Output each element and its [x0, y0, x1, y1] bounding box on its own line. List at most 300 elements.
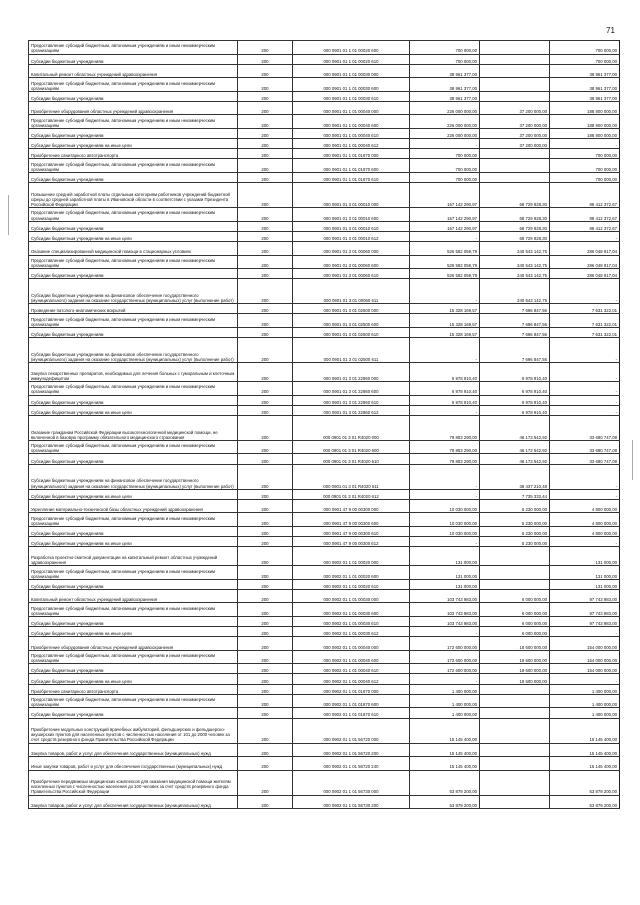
cell-a3: 700 000,00	[550, 54, 620, 64]
cell-name: Приобретение передвижных медицинских комплексов для оказания медицинской помощи жителям населенных пунктов с численностью населения до 100 человек за счет средств резервного фонда Правительства Российской Федерации	[29, 770, 238, 795]
cell-a1: 700 000,00	[410, 159, 480, 173]
cell-cls: 000 0901 01 3 01 22860 600	[293, 382, 410, 396]
cell-cls: 000 0901 01 1 01 01870 000	[293, 149, 410, 159]
cell-code: 200	[238, 101, 293, 115]
table-row	[29, 159, 620, 173]
cell-code: 200	[238, 54, 293, 64]
cell-a2	[480, 54, 550, 64]
table-row	[29, 172, 620, 182]
cell-name: Субсидии бюджетным учреждениям	[29, 269, 238, 279]
cell-a1: 15 145 400,00	[410, 757, 480, 771]
cell-code: 200	[238, 718, 293, 743]
cell-name: Приобретение санитарного автотранспорта	[29, 684, 238, 694]
cell-a3: -	[550, 405, 620, 415]
cell-a1: 172 600 000,00	[410, 650, 480, 664]
cell-code: 200	[238, 566, 293, 580]
cell-a2: 6 000 000,00	[480, 603, 550, 617]
table-row	[29, 149, 620, 159]
cell-code: 200	[238, 489, 293, 499]
cell-a1: 10 030 000,00	[410, 499, 480, 513]
cell-a2	[480, 770, 550, 795]
cell-a1: 172 600 000,00	[410, 637, 480, 651]
cell-a2: 7 696 847,56	[480, 314, 550, 328]
cell-a3: 7 631 322,01	[550, 304, 620, 314]
cell-name: Закупка лекарственных препаратов, необходимых для лечения больных с гуморальным и клеточным иммунодефицитом	[29, 363, 238, 382]
cell-cls: 000 0902 01 1 01 56720 240	[293, 757, 410, 771]
cell-a3: 286 048 917,04	[550, 242, 620, 256]
cell-a2: 240 543 142,75	[480, 242, 550, 256]
cell-code: 200	[238, 526, 293, 536]
cell-code: 200	[238, 589, 293, 603]
cell-name: Субсидии бюджетным учреждениям на финансовое обеспечение государственного (муниципального) задания на оказание государственных (муниципальных) услуг (выполнение работ)	[29, 338, 238, 363]
cell-a1: 526 582 059,79	[410, 242, 480, 256]
cell-a1: 15 328 169,57	[410, 327, 480, 337]
cell-name: Субсидии бюджетным учреждениям на иные цели	[29, 489, 238, 499]
cell-a3: -	[550, 395, 620, 405]
cell-a3: -	[550, 464, 620, 489]
cell-name: Предоставление субсидий бюджетным, автономным учреждениям и иным некоммерческим организациям	[29, 208, 238, 222]
cell-a1: 6 978 910,40	[410, 382, 480, 396]
cell-a1: 131 000,00	[410, 579, 480, 589]
cell-a3: 97 743 983,00	[550, 589, 620, 603]
cell-a2: 7 696 847,56	[480, 338, 550, 363]
cell-code: 200	[238, 684, 293, 694]
table-row	[29, 395, 620, 405]
cell-cls: 000 0901 01 3 01 00060 610	[293, 269, 410, 279]
table-row	[29, 674, 620, 684]
cell-a3: 154 000 000,00	[550, 664, 620, 674]
table-row	[29, 454, 620, 464]
table-row	[29, 464, 620, 489]
cell-a2: 6 000 000,00	[480, 627, 550, 637]
cell-a3: 15 145 400,00	[550, 718, 620, 743]
cell-name: Приобретение модульных конструкций врачебных амбулаторий, фельдшерских и фельдшерско-акушерских пунктов для населенных пунктов с численностью населения от 101 до 2000 человек за счет средств резервного фонда Правительства Российской Федерации	[29, 718, 238, 743]
cell-a2	[480, 149, 550, 159]
cell-a2: 7 696 847,56	[480, 327, 550, 337]
cell-code: 200	[238, 78, 293, 92]
cell-a1: 157 142 290,97	[410, 183, 480, 208]
cell-name: Субсидии бюджетным учреждениям	[29, 579, 238, 589]
cell-a3: 1 400 000,00	[550, 694, 620, 708]
cell-code: 200	[238, 91, 293, 101]
cell-a3: 700 000,00	[550, 172, 620, 182]
cell-a2	[480, 91, 550, 101]
cell-a2: 37 200 000,00	[480, 115, 550, 129]
cell-a1: 526 582 059,79	[410, 269, 480, 279]
cell-a2: 5 230 000,00	[480, 526, 550, 536]
cell-code: 200	[238, 579, 293, 589]
cell-a3: 53 879 200,00	[550, 770, 620, 795]
cell-cls: 000 0901 01 3 01 00010 000	[293, 183, 410, 208]
cell-code: 200	[238, 627, 293, 637]
cell-code: 200	[238, 674, 293, 684]
cell-a1: -	[410, 338, 480, 363]
cell-cls: 000 0901 47 9 00 00300 600	[293, 513, 410, 527]
cell-cls: 000 0902 01 1 01 00020 610	[293, 579, 410, 589]
cell-a2: 18 600 000,00	[480, 637, 550, 651]
cell-a1: 526 582 059,79	[410, 255, 480, 269]
cell-name: Приобретение оборудования областных учреждений здравоохранения	[29, 637, 238, 651]
cell-cls: 000 0901 01 3 01 00010 612	[293, 231, 410, 241]
cell-a1: 700 000,00	[410, 172, 480, 182]
cell-cls: 000 0902 01 1 01 00020 600	[293, 566, 410, 580]
cell-code: 200	[238, 637, 293, 651]
cell-code: 200	[238, 172, 293, 182]
cell-code: 200	[238, 149, 293, 159]
table-row	[29, 183, 620, 208]
cell-code: 200	[238, 440, 293, 454]
cell-code: 200	[238, 231, 293, 241]
cell-a3: 97 743 983,00	[550, 616, 620, 626]
cell-a1: 79 853 290,00	[410, 415, 480, 440]
cell-code: 200	[238, 139, 293, 149]
cell-cls: 000 0901 01 1 01 00040 612	[293, 139, 410, 149]
cell-a2: 240 543 142,75	[480, 279, 550, 304]
cell-cls: 000 0901 01 1 01 00040 000	[293, 101, 410, 115]
cell-code: 200	[238, 314, 293, 328]
cell-code: 200	[238, 363, 293, 382]
cell-a2	[480, 694, 550, 708]
cell-a2	[480, 172, 550, 182]
cell-cls: 000 0902 01 1 01 00030 610	[293, 616, 410, 626]
cell-a1: 157 142 290,97	[410, 221, 480, 231]
cell-name: Предоставление субсидий бюджетным, автономным учреждениям и иным некоммерческим организациям	[29, 513, 238, 527]
cell-a2	[480, 718, 550, 743]
cell-a3: 188 800 000,00	[550, 115, 620, 129]
cell-a2: 7 735 332,44	[480, 489, 550, 499]
cell-code: 200	[238, 513, 293, 527]
cell-a1: 79 853 290,00	[410, 440, 480, 454]
cell-a1: -	[410, 279, 480, 304]
cell-name: Субсидии бюджетным учреждениям	[29, 327, 238, 337]
cell-a1: 700 000,00	[410, 54, 480, 64]
cell-cls: 000 0901 01 3 01 R4020 610	[293, 454, 410, 464]
cell-a2: 5 230 000,00	[480, 499, 550, 513]
cell-cls: 000 0901 01 3 01 02500 611	[293, 338, 410, 363]
cell-cls: 000 0901 01 3 01 02500 610	[293, 327, 410, 337]
cell-name: Предоставление субсидий бюджетным, автономным учреждениям и иным некоммерческим организациям	[29, 115, 238, 129]
cell-code: 200	[238, 405, 293, 415]
cell-code: 200	[238, 242, 293, 256]
cell-a2: 38 437 210,48	[480, 464, 550, 489]
cell-name: Субсидии бюджетным учреждениям на финансовое обеспечение государственного (муниципального) задания на оказание государственных (муниципальных) услуг (выполнение работ)	[29, 464, 238, 489]
cell-a3: 33 680 747,08	[550, 454, 620, 464]
cell-a3: 188 800 000,00	[550, 101, 620, 115]
table-row	[29, 547, 620, 566]
cell-a2: 68 729 828,30	[480, 183, 550, 208]
cell-a3: -	[550, 338, 620, 363]
cell-name: Субсидии бюджетным учреждениям	[29, 128, 238, 138]
cell-name: Предоставление субсидий бюджетным, автономным учреждениям и иным некоммерческим организациям	[29, 382, 238, 396]
table-row	[29, 795, 620, 809]
table-row	[29, 304, 620, 314]
cell-code: 200	[238, 454, 293, 464]
cell-a1: 226 000 000,00	[410, 128, 480, 138]
cell-a2: 18 600 000,00	[480, 674, 550, 684]
cell-a2	[480, 684, 550, 694]
cell-a3: 33 680 747,08	[550, 440, 620, 454]
cell-a3: 286 048 917,04	[550, 269, 620, 279]
cell-cls: 000 0902 01 1 01 56720 200	[293, 743, 410, 757]
cell-cls: 000 0902 01 1 01 00040 600	[293, 650, 410, 664]
cell-cls: 000 0901 01 3 01 02500 000	[293, 304, 410, 314]
cell-name: Субсидии бюджетным учреждениям на иные цели	[29, 627, 238, 637]
cell-a1: 131 000,00	[410, 547, 480, 566]
cell-a1: -	[410, 537, 480, 547]
cell-name: Субсидии бюджетным учреждениям	[29, 708, 238, 718]
cell-a3: -	[550, 674, 620, 684]
cell-cls: 000 0902 01 1 01 00040 000	[293, 637, 410, 651]
cell-a2: 6 978 910,40	[480, 363, 550, 382]
table-row	[29, 627, 620, 637]
cell-cls: 000 0901 01 3 01 22860 610	[293, 395, 410, 405]
table-row	[29, 579, 620, 589]
cell-code: 200	[238, 743, 293, 757]
scan-artifact	[8, 195, 9, 235]
cell-code: 200	[238, 64, 293, 78]
cell-a1: 1 400 000,00	[410, 708, 480, 718]
table-row	[29, 566, 620, 580]
cell-name: Субсидии бюджетным учреждениям	[29, 526, 238, 536]
cell-a2: 6 000 000,00	[480, 616, 550, 626]
cell-a3: -	[550, 231, 620, 241]
cell-a1: 103 743 983,00	[410, 589, 480, 603]
table-row	[29, 115, 620, 129]
cell-a1: 700 000,00	[410, 41, 480, 55]
cell-a3: 131 000,00	[550, 547, 620, 566]
cell-a3: 154 000 000,00	[550, 637, 620, 651]
cell-a2	[480, 708, 550, 718]
cell-code: 200	[238, 41, 293, 55]
table-row	[29, 64, 620, 78]
cell-code: 200	[238, 664, 293, 674]
cell-code: 200	[238, 650, 293, 664]
cell-cls: 000 0902 01 1 01 56720 000	[293, 718, 410, 743]
cell-name: Предоставление субсидий бюджетным, автономным учреждениям и иным некоммерческим организациям	[29, 41, 238, 55]
cell-a2: 6 000 000,00	[480, 589, 550, 603]
cell-code: 200	[238, 304, 293, 314]
cell-name: Укрепление материально-технической базы областных учреждений здравоохранения	[29, 499, 238, 513]
cell-name: Иные закупки товаров, работ и услуг для обеспечения государственных (муниципальных) нужд	[29, 757, 238, 771]
table-row	[29, 684, 620, 694]
cell-code: 200	[238, 537, 293, 547]
table-row	[29, 718, 620, 743]
cell-code: 200	[238, 616, 293, 626]
cell-code: 200	[238, 255, 293, 269]
cell-name: Предоставление субсидий бюджетным, автономным учреждениям и иным некоммерческим организациям	[29, 159, 238, 173]
table-row	[29, 242, 620, 256]
cell-name: Предоставление субсидий бюджетным, автономным учреждениям и иным некоммерческим организациям	[29, 694, 238, 708]
cell-a1: -	[410, 489, 480, 499]
cell-cls: 000 0902 01 1 01 00040 612	[293, 674, 410, 684]
cell-cls: 000 0902 01 1 01 00030 612	[293, 627, 410, 637]
cell-a2: 18 600 000,00	[480, 650, 550, 664]
page-number: 71	[606, 26, 615, 35]
cell-name: Субсидии бюджетным учреждениям на иные цели	[29, 537, 238, 547]
cell-a2: 240 543 142,75	[480, 255, 550, 269]
cell-code: 200	[238, 464, 293, 489]
table-row	[29, 499, 620, 513]
cell-name: Субсидии бюджетным учреждениям	[29, 664, 238, 674]
cell-a1: -	[410, 231, 480, 241]
cell-name: Оказание гражданам Российской Федерации высокотехнологичной медицинской помощи, не включенной в базовую программу обязательного медицинского страхования	[29, 415, 238, 440]
cell-name: Предоставление субсидий бюджетным, автономным учреждениям и иным некоммерческим организациям	[29, 78, 238, 92]
cell-cls: 000 0902 01 1 01 00040 610	[293, 664, 410, 674]
cell-name: Субсидии бюджетным учреждениям на иные цели	[29, 231, 238, 241]
cell-a2	[480, 757, 550, 771]
cell-a3: 33 680 747,08	[550, 415, 620, 440]
cell-cls: 000 0901 01 3 01 22860 000	[293, 363, 410, 382]
cell-name: Субсидии бюджетным учреждениям	[29, 221, 238, 231]
cell-a2: 37 200 000,00	[480, 139, 550, 149]
cell-a2	[480, 64, 550, 78]
table-row	[29, 338, 620, 363]
cell-name: Предоставление субсидий бюджетным, автономным учреждениям и иным некоммерческим организациям	[29, 440, 238, 454]
cell-cls: 000 0902 01 1 01 01870 000	[293, 684, 410, 694]
cell-a2: 68 729 828,30	[480, 221, 550, 231]
cell-a2: 46 172 542,92	[480, 415, 550, 440]
table-row	[29, 664, 620, 674]
cell-a3: -	[550, 537, 620, 547]
table-row	[29, 327, 620, 337]
cell-cls: 000 0901 01 3 01 00060 611	[293, 279, 410, 304]
cell-cls: 000 0901 01 1 01 00020 600	[293, 41, 410, 55]
cell-a2: 68 729 828,30	[480, 231, 550, 241]
table-row	[29, 314, 620, 328]
cell-a3: 38 961 377,00	[550, 91, 620, 101]
table-row	[29, 231, 620, 241]
table-row	[29, 128, 620, 138]
cell-a3: 88 412 372,67	[550, 221, 620, 231]
cell-a1: 1 400 000,00	[410, 694, 480, 708]
cell-a3: -	[550, 627, 620, 637]
cell-cls: 000 0901 01 3 01 R4020 000	[293, 415, 410, 440]
cell-name: Субсидии бюджетным учреждениям	[29, 91, 238, 101]
cell-a3: 1 400 000,00	[550, 708, 620, 718]
cell-name: Разработка проектно-сметной документации на капитальный ремонт областных учреждений здравоохранения	[29, 547, 238, 566]
cell-a2: 7 696 847,56	[480, 304, 550, 314]
cell-a1: 53 879 200,00	[410, 795, 480, 809]
cell-name: Закупка товаров, работ и услуг для обеспечения государственных (муниципальных) нужд	[29, 795, 238, 809]
cell-a1: 38 961 377,00	[410, 78, 480, 92]
cell-a1: 172 600 000,00	[410, 664, 480, 674]
cell-a2: 68 729 828,30	[480, 208, 550, 222]
cell-cls: 000 0901 01 3 01 00010 610	[293, 221, 410, 231]
table-row	[29, 382, 620, 396]
cell-name: Субсидии бюджетным учреждениям на иные цели	[29, 674, 238, 684]
cell-code: 200	[238, 183, 293, 208]
cell-a1: -	[410, 139, 480, 149]
budget-table-container	[28, 40, 617, 809]
cell-code: 200	[238, 795, 293, 809]
cell-a3: 188 800 000,00	[550, 128, 620, 138]
table-row	[29, 743, 620, 757]
cell-a3: 4 800 000,00	[550, 513, 620, 527]
cell-cls: 000 0902 01 1 01 00030 600	[293, 603, 410, 617]
cell-cls: 000 0901 01 1 01 00040 610	[293, 128, 410, 138]
table-row	[29, 589, 620, 603]
cell-name: Субсидии бюджетным учреждениям	[29, 454, 238, 464]
cell-code: 200	[238, 547, 293, 566]
table-row	[29, 440, 620, 454]
cell-name: Субсидии бюджетным учреждениям	[29, 616, 238, 626]
table-row	[29, 78, 620, 92]
cell-a3: 7 631 322,01	[550, 327, 620, 337]
cell-a1: 38 961 377,00	[410, 64, 480, 78]
cell-cls: 000 0901 01 1 01 00030 000	[293, 64, 410, 78]
cell-a1: 53 879 200,00	[410, 770, 480, 795]
cell-a2	[480, 743, 550, 757]
table-row	[29, 757, 620, 771]
cell-a2: 6 978 910,40	[480, 382, 550, 396]
cell-a2: 37 200 000,00	[480, 128, 550, 138]
table-row	[29, 221, 620, 231]
cell-a2	[480, 159, 550, 173]
cell-name: Капитальный ремонт областных учреждений здравоохранения	[29, 64, 238, 78]
cell-a2	[480, 78, 550, 92]
cell-a2: 18 600 000,00	[480, 664, 550, 674]
cell-a3: 88 412 372,67	[550, 183, 620, 208]
cell-a1: 131 000,00	[410, 566, 480, 580]
cell-name: Оказание специализированной медицинской помощи в стационарных условиях	[29, 242, 238, 256]
cell-a2: 5 230 000,00	[480, 513, 550, 527]
cell-name: Предоставление субсидий бюджетным, автономным учреждениям и иным некоммерческим организациям	[29, 314, 238, 328]
table-row	[29, 616, 620, 626]
cell-a1: 15 145 400,00	[410, 718, 480, 743]
cell-code: 200	[238, 221, 293, 231]
cell-name: Предоставление субсидий бюджетным, автономным учреждениям и иным некоммерческим организациям	[29, 255, 238, 269]
table-row	[29, 694, 620, 708]
cell-a1: 6 978 910,40	[410, 363, 480, 382]
cell-a1: 10 030 000,00	[410, 513, 480, 527]
cell-a3: 15 145 400,00	[550, 743, 620, 757]
cell-a2: 6 978 910,40	[480, 395, 550, 405]
table-row	[29, 91, 620, 101]
cell-cls: 000 0901 47 9 00 00300 612	[293, 537, 410, 547]
table-row	[29, 139, 620, 149]
cell-name: Субсидии бюджетным учреждениям на иные цели	[29, 139, 238, 149]
cell-a2	[480, 547, 550, 566]
cell-a2: 6 978 910,40	[480, 405, 550, 415]
cell-a1: 157 142 290,97	[410, 208, 480, 222]
cell-a2: 240 543 142,75	[480, 269, 550, 279]
cell-code: 200	[238, 708, 293, 718]
cell-code: 200	[238, 757, 293, 771]
cell-a3: 88 412 372,67	[550, 208, 620, 222]
cell-a3: 154 000 000,00	[550, 650, 620, 664]
cell-cls: 000 0902 01 1 01 00030 000	[293, 589, 410, 603]
cell-a2: 46 172 542,92	[480, 440, 550, 454]
cell-code: 200	[238, 395, 293, 405]
table-row	[29, 54, 620, 64]
cell-code: 200	[238, 338, 293, 363]
cell-name: Повышение средней заработной платы отдельным категориям работников учреждений бюджетной сферы до средней заработной платы в Ивановской области в соответствии с указами Президента Российской Федерации	[29, 183, 238, 208]
cell-code: 200	[238, 499, 293, 513]
cell-a1: 1 400 000,00	[410, 684, 480, 694]
cell-cls: 000 0901 01 3 01 R4020 611	[293, 464, 410, 489]
cell-cls: 000 0901 01 1 01 01870 610	[293, 172, 410, 182]
table-row	[29, 603, 620, 617]
cell-a3: 97 743 983,00	[550, 603, 620, 617]
cell-a3: -	[550, 363, 620, 382]
cell-a2: 5 230 000,00	[480, 537, 550, 547]
table-row	[29, 255, 620, 269]
cell-cls: 000 0901 01 3 01 02500 600	[293, 314, 410, 328]
cell-a1: -	[410, 464, 480, 489]
cell-cls: 000 0902 01 1 01 01870 610	[293, 708, 410, 718]
cell-name: Субсидии бюджетным учреждениям	[29, 54, 238, 64]
table-row	[29, 526, 620, 536]
